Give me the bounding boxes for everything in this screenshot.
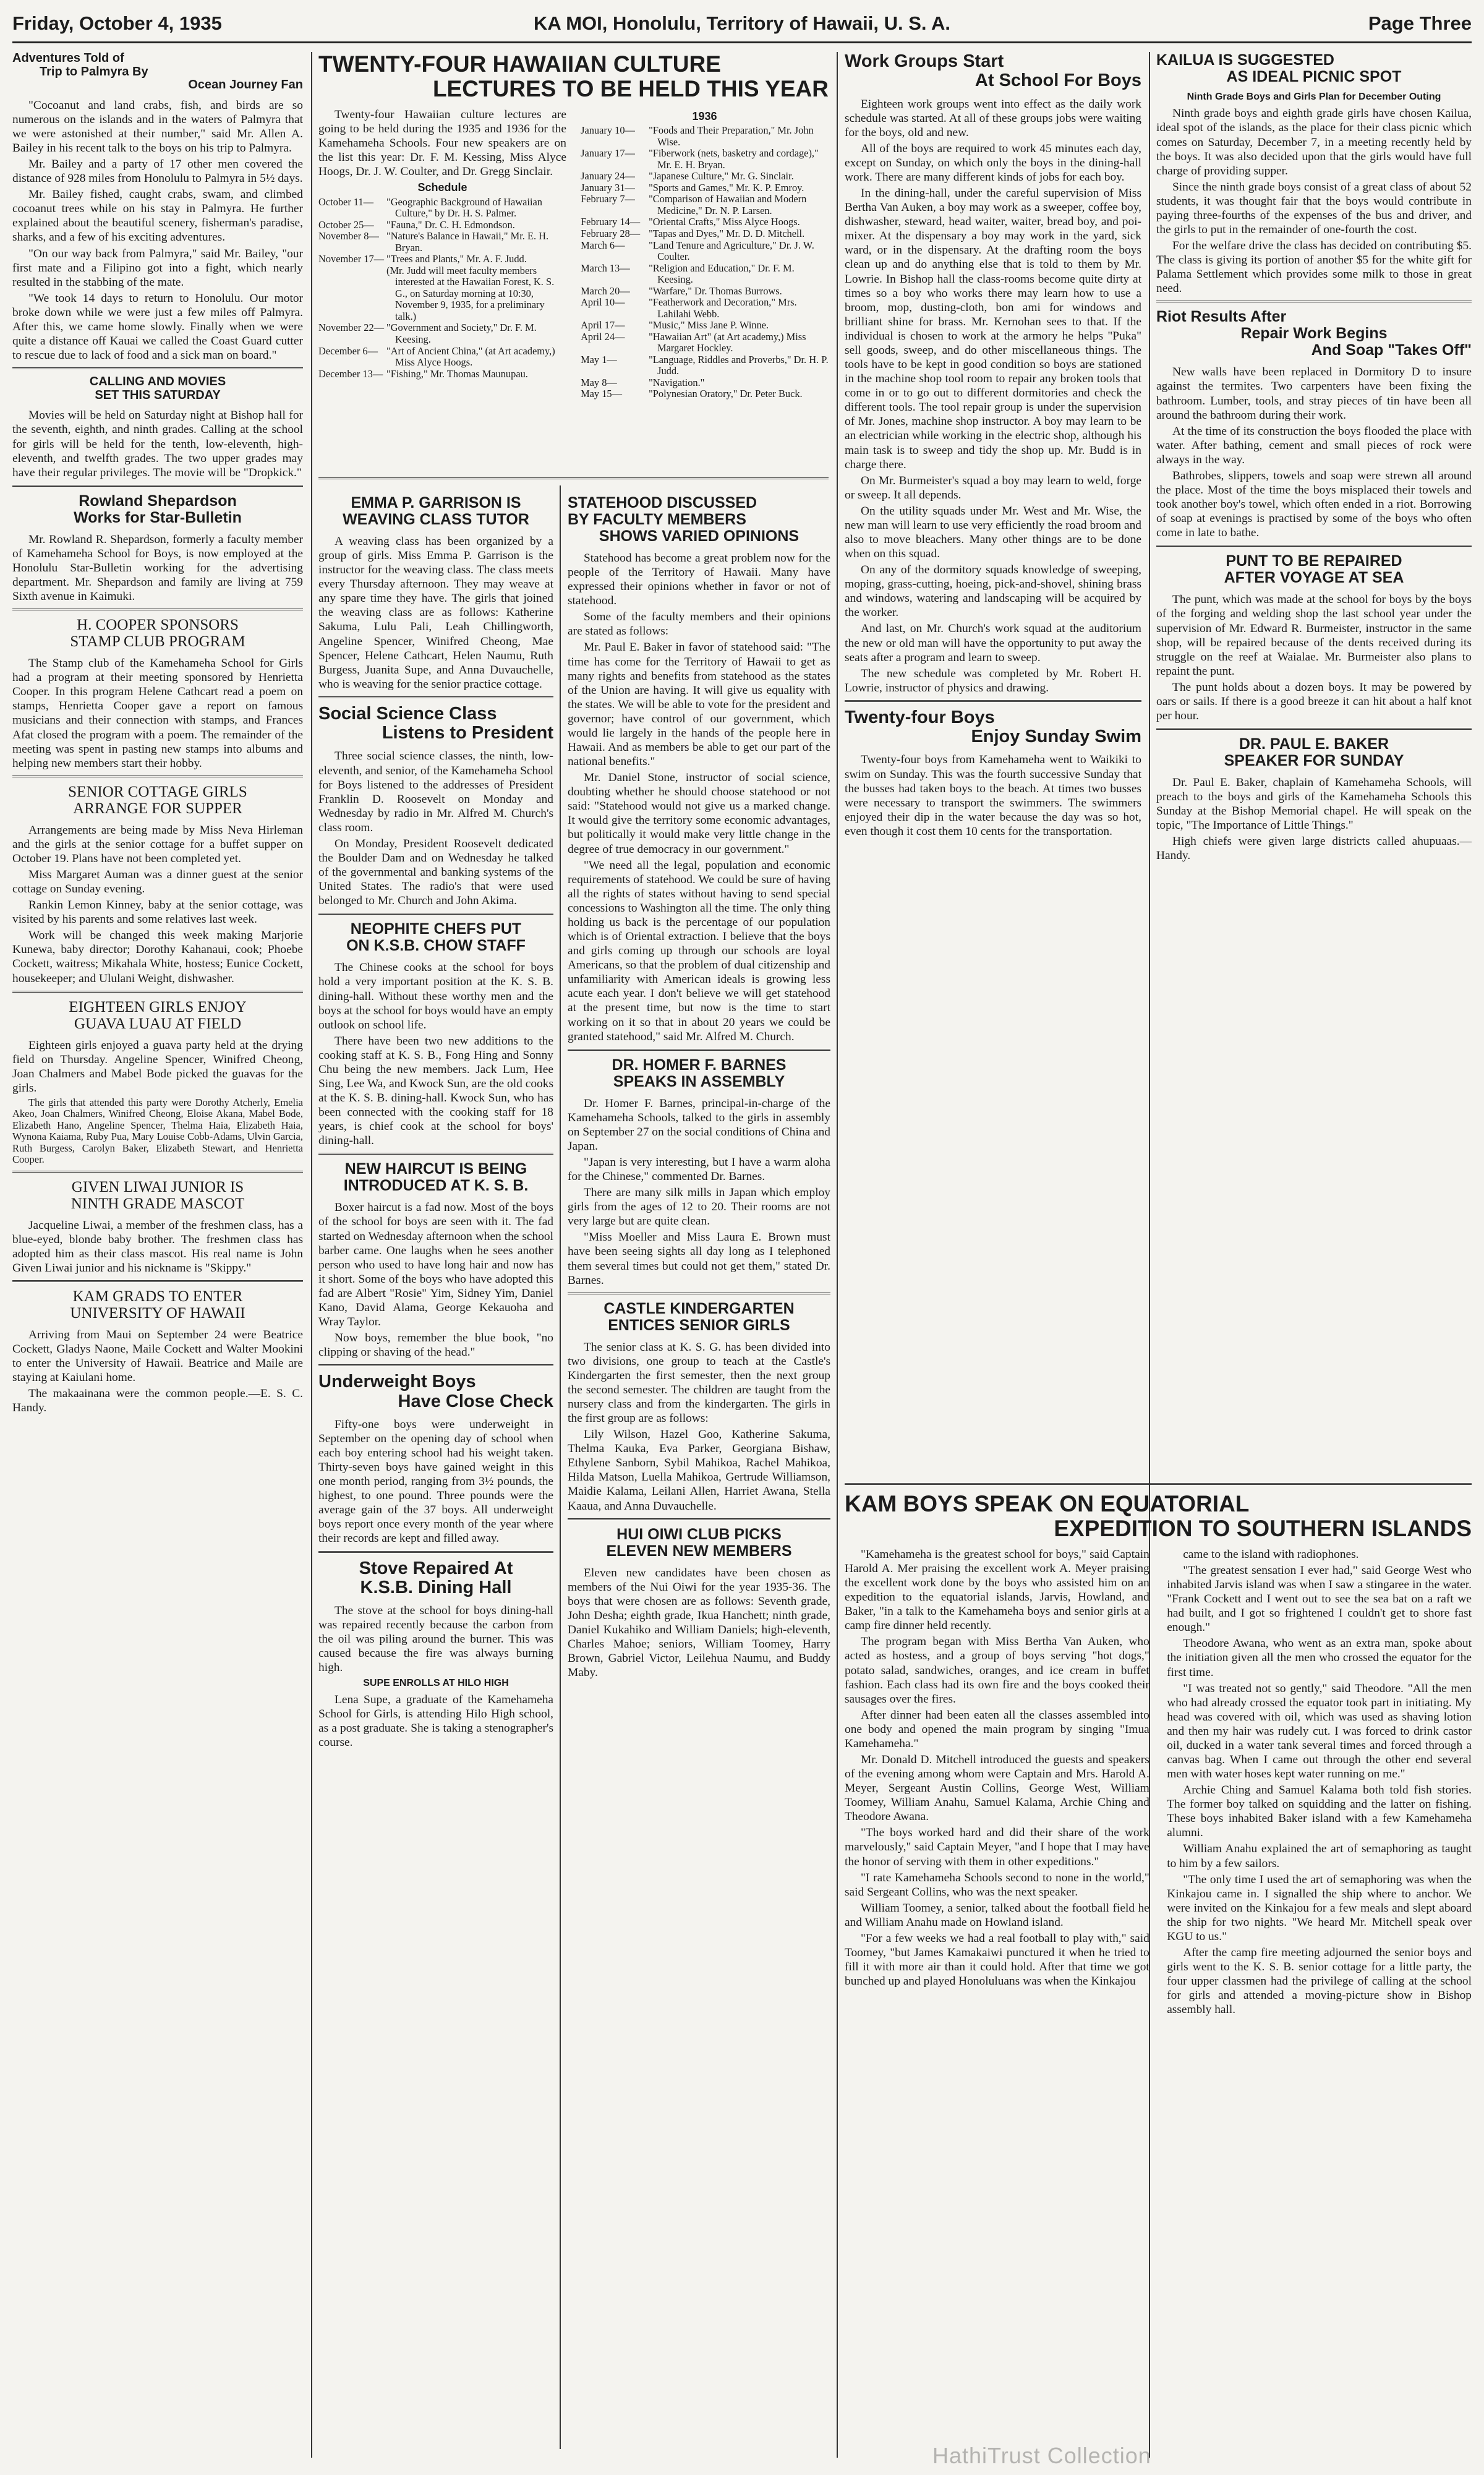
schedule-topic: "Geographic Background of Hawaiian Culture," by Dr. H. S. Palmer.	[386, 195, 543, 220]
headline: Underweight Boys Have Close Check	[318, 1372, 553, 1411]
paragraph: Mr. Paul E. Baker in favor of statehood said: "The time has come for the Territory of Hawaii to get as many rights and benefits from statehood as the states of the Union are having. It will give us equality with the states. We will be able to vote for the president and governor; have control of our government, which would lie largely in the hands of the people here in Hawaii. And as members be able to get our part of the national benefits."	[568, 641, 830, 769]
schedule-topic: "Land Tenure and Agriculture," Dr. J. W. Coulter.	[649, 239, 814, 263]
schedule-topic: "Oriental Crafts," Miss Alyce Hoogs.	[649, 216, 800, 228]
schedule-topic: "Foods and Their Preparation," Mr. John Wise.	[649, 124, 814, 148]
paragraph: "The boys worked hard and did their share of the work marvelously," said Captain Meyer, "and I hope that I may have the honor of serving with them in other expeditions."	[845, 1826, 1149, 1868]
paragraph: Arriving from Maui on September 24 were Beatrice Cockett, Gladys Naone, Maile Cockett and Walter Mookini to enter the University of Hawaii. Beatrice and Maile are staying at Kaiulani home.	[12, 1328, 303, 1385]
paragraph: William Anahu explained the art of semaphoring as taught to him by a few sailors.	[1167, 1842, 1472, 1870]
paragraph: A weaving class has been organized by a group of girls. Miss Emma P. Garrison is the instructor for the weaving class. The class meets every Thursday afternoon. They may weave at any spare time they have. The girls that joined the weaving class are as follows: Katherine Sakuma, Lulu Pali, Leah Chillingworth, Angeline Spencer, Winifred Cheong, Mae Spencer, Helene Cathcart, Helen Naumu, Ruth Burgess, Juanita Supe, and Anna Duvauchelle, who is weaving for the senior practice cottage.	[318, 535, 553, 691]
paragraph: The punt holds about a dozen boys. It may be powered by oars or sails. If there is a good breeze it can hit about a half knot per hour.	[1156, 680, 1472, 722]
paragraph: Lena Supe, a graduate of the Kamehameha School for Girls, is attending Hilo High school, as a post graduate. She is taking a stenographer's course.	[318, 1693, 553, 1750]
paragraph: "Cocoanut and land crabs, fish, and birds are so numerous on the islands and in the waters of Palmyra that we were astonished at their number," said Mr. Allen A. Bailey in his recent talk to the boys on his trip to Palmyra.	[12, 98, 303, 155]
article-kam-grads	[12, 1288, 303, 1415]
headline: SENIOR COTTAGE GIRLS ARRANGE FOR SUPPER	[68, 783, 247, 817]
paragraph: For the welfare drive the class has decided on contributing $5. The class is giving its portion of another $5 for the white gift for Palama Settlement which provides some milk to those in great need.	[1156, 239, 1472, 296]
article-mascot	[12, 1179, 303, 1275]
paragraph: Mr. Rowland R. Shepardson, formerly a faculty member of Kamehameha School for Boys, is now employed at the Honolulu Star-Bulletin working for the advertising department. Mr. Shepardson and family are living at 759 Sixth avenue in Kaimuki.	[12, 532, 303, 604]
paragraph: Since the ninth grade boys consist of a great class of about 52 students, it was thought fair that the boys would contribute in paying three-fourths of the expenses of the bus and driver, and the girls to put in the remainder of one-fourth the cost.	[1156, 180, 1472, 237]
paragraph: Some of the faculty members and their opinions are stated as follows:	[568, 610, 830, 638]
paragraph: "Kamehameha is the greatest school for boys," said Captain Harold A. Mer praising the excellent work A. Meyer praising the excellent work done by the boys who assisted him on an expedition to the equatorial islands, Jarvis, Howland, and Baker, "in a talk to the Kamehameha boys and senior girls at a camp fire dinner held recently.	[845, 1547, 1149, 1633]
divider	[12, 367, 303, 369]
paragraph: Dr. Paul E. Baker, chaplain of Kamehameha Schools, will preach to the boys and girls of the Kamehameha Schools this Sunday at the Bishop Memorial chapel. He will speak on the topic, "The Importance of Little Things."	[1156, 776, 1472, 832]
schedule-row	[581, 286, 829, 297]
paragraph: Three social science classes, the ninth, low-eleventh, and senior, of the Kamehameha School for Boys listened to the addresses of President Franklin D. Roosevelt on Monday and Wednesday by radio in Mr. Alfred M. Church's class room.	[318, 750, 553, 834]
column-4	[845, 52, 1141, 1474]
paragraph: The senior class at K. S. G. has been divided into two divisions, one group to teach at the Castle's Kindergarten the first semester, then the next group the second semester. The children are taught from the nursery class and from the kindergarten. The girls in the first group are as follows:	[568, 1340, 830, 1426]
article-body	[12, 98, 303, 362]
paragraph: Statehood has become a great problem now for the people of the Territory of Hawaii. Many have expressed their opinions whether in favor or not of statehood.	[568, 552, 830, 608]
schedule-row	[581, 182, 829, 194]
schedule-date: November 22—	[318, 322, 385, 334]
schedule-row	[581, 320, 829, 331]
schedule-date: February 14—	[581, 216, 641, 228]
column-3	[568, 495, 830, 2461]
schedule-row	[581, 216, 829, 228]
divider	[12, 485, 303, 487]
article-underweight	[318, 1372, 553, 1545]
article-chefs	[318, 921, 553, 1148]
divider	[12, 1171, 303, 1173]
schedule-row	[581, 331, 829, 354]
schedule-row	[318, 369, 566, 380]
column-rule	[560, 485, 561, 2449]
headline: EIGHTEEN GIRLS ENJOY GUAVA LUAU AT FIELD	[69, 998, 247, 1032]
divider	[845, 1483, 1472, 1485]
article-riot	[1156, 309, 1472, 540]
schedule-row	[581, 194, 829, 216]
headline: TWENTY-FOUR HAWAIIAN CULTURE LECTURES TO BE HELD THIS YEAR	[318, 52, 829, 101]
paragraph: On the utility squads under Mr. West and Mr. Wise, the new man will learn to use very efficiently the road broom and also to move bleachers. Many other things are to be done when on this squad.	[845, 504, 1141, 561]
paragraph: came to the island with radiophones.	[1183, 1547, 1359, 1561]
paragraph: Now boys, remember the blue book, "no clipping or shaving of the head."	[318, 1332, 553, 1359]
schedule-row	[581, 263, 829, 286]
schedule-date: January 31—	[581, 181, 635, 194]
article-statehood	[568, 495, 830, 1044]
headline: KAILUA IS SUGGESTED AS IDEAL PICNIC SPOT	[1156, 52, 1402, 85]
schedule-topic: "Religion and Education," Dr. F. M. Keesing.	[649, 262, 795, 286]
article-movies	[12, 375, 303, 480]
headline: NEOPHITE CHEFS PUT ON K.S.B. CHOW STAFF	[346, 920, 526, 955]
paragraph: Bathrobes, slippers, towels and soap were strewn all around the place. Most of the time the boys misplaced their towels and took another boy's towel, which often ended in a riot. Borrowing of soap at evenings is practised by some of the boys who often come in late to bathe.	[1156, 469, 1472, 540]
paragraph: Lily Wilson, Hazel Goo, Katherine Sakuma, Thelma Kauka, Eva Parker, Georgiana Bishaw, Ethylene Sanborn, Sybil Mahikoa, Rachel Mahikoa, Hilda Matson, Luella Mahikoa, Gertrude Williamson, Maidie Kalama, Leilani Allen, Harriet Awana, Stella Kaaua, and Anna Duvauchelle.	[568, 1428, 830, 1513]
headline: DR. PAUL E. BAKER SPEAKER FOR SUNDAY	[1224, 735, 1404, 770]
paragraph: "Miss Moeller and Miss Laura E. Brown must have been seeing sights all day long as I telephoned them several times but could not get them," stated Dr. Barnes.	[568, 1231, 830, 1287]
column-5	[1156, 52, 1472, 1474]
paragraph: Jacqueline Liwai, a member of the freshmen class, has a blue-eyed, blonde baby brother. The freshmen class has adopted him as their class mascot. His real name is John Given Liwai junior and his nickname is "Skippy."	[12, 1218, 303, 1275]
paragraph: The punt, which was made at the school for boys by the boys of the forging and welding shop the last school year under the supervision of Mr. Edward R. Burmeister, instructor in the same shop, will be repaired because of the dents received during its struggle on the reef at Waialae. Mr. Burmeister also plans to repaint the punt.	[1156, 593, 1472, 678]
column-1	[12, 52, 303, 2464]
article-stamp-club	[12, 617, 303, 771]
paragraph: High chiefs were given large districts called ahupuaas.—Handy.	[1156, 835, 1472, 863]
schedule-topic: "Art of Ancient China," (at Art academy,) Miss Alyce Hoogs.	[386, 344, 555, 369]
paragraph: The Chinese cooks at the school for boys hold a very important position at the K. S. B. dining-hall. Without these worthy men and the boys at the school for boys would have an empty outlook on school life.	[318, 961, 553, 1032]
schedule-date: March 20—	[581, 284, 630, 297]
lecture-schedule-1936: 1936 January 10— "Foods and Their Preparation," Mr. John Wise. January 17— "Fiberwork (nets, basketry and cordage)," Mr. E. H. Bryan. January 24— "Japanese Culture," Mr. G. Sinclair. January 31— "Sports and Games," Mr. K. P. Emroy. February 7— "Comparison of Hawaiian and Modern Medicine," Dr. N. P. Larsen. February 14— "Oriental Crafts," Miss Alyce Hoogs. February 28— "Tapas and Dyes," Mr. D. D. Mitchell. March 6— "Land Tenure and Agriculture," Dr. J. W. Coulter. March 13— "Religion and Education," Dr. F. M. Keesing. March 20— "Warfare," Dr. Thomas Burrows. April 10— "Featherwork and Decoration," Mrs. Lahilahi Webb. April 17— "Music," Miss Jane P. Winne. April 24— "Hawaiian Art" (at Art academy,) Miss Margaret Hockley. May 1— "Language, Riddles and Proverbs," Dr. H. P. Judd. May 8— "Navigation." May 15— "Polynesian Oratory," Dr. Peter Buck.	[581, 109, 829, 400]
schedule-topic: "Trees and Plants," Mr. A. F. Judd.	[386, 253, 527, 265]
paragraph: Eleven new candidates have been chosen as members of the Nui Oiwi for the year 1935-36. The boys that were chosen are as follows: Seventh grade, John Desha; eighth grade, Ikua Hanchett; ninth grade, Daniel Kukahiko and William Daniels; high-eleventh, Charles Mahoe; seniors, William Toomey, Harry Brown, Gabriel Victor, Leilehua Naumu, and Buddy Maby.	[568, 1566, 830, 1680]
schedule-topic: "Tapas and Dyes," Mr. D. D. Mitchell.	[649, 228, 805, 240]
schedule-topic: "Language, Riddles and Proverbs," Dr. H. P. Judd.	[649, 353, 829, 377]
masthead	[12, 9, 1472, 43]
schedule-date: October 25—	[318, 218, 374, 231]
divider	[12, 1280, 303, 1282]
paragraph: "We took 14 days to return to Honolulu. Our motor broke down while we were just a few miles off Palmyra. After this, we came home slowly. Finally when we were quite a distance off Kauai we called the Coast Guard cutter to rescue due to lack of food and a sick man on board."	[12, 291, 303, 362]
headline: H. COOPER SPONSORS STAMP CLUB PROGRAM	[70, 617, 245, 651]
paragraph: Mr. Bailey fished, caught crabs, swam, and climbed cocoanut trees while on his stay in Palmyra. He further explained about the beautiful scenery, fisherman's paradise, sharks, and a few of his exciting adventures.	[12, 188, 303, 244]
schedule-date: December 6—	[318, 344, 378, 357]
paragraph: Boxer haircut is a fad now. Most of the boys of the school for boys are seen with it. The fad started on Wednesday afternoon when the school barber came. One laughs when he sees another person who used to have long hair and now has it short. Some of the boys who have adopted this fad are Albert "Rosie" Yim, Sidney Yim, Daniel Kano, David Alama, George Kekauoha and Wray Taylor.	[318, 1201, 553, 1328]
divider	[12, 991, 303, 993]
schedule-date: February 28—	[581, 228, 641, 240]
paragraph: "Japan is very interesting, but I have a warm aloha for the Chinese," commented Dr. Barnes.	[568, 1155, 830, 1184]
schedule-date: December 13—	[318, 367, 383, 380]
paragraph: Eighteen girls enjoyed a guava party held at the drying field on Thursday. Angeline Spencer, Winifred Cheong, Joan Chalmers and Mabel Bode picked the guavas for the girls.	[12, 1038, 303, 1095]
paragraph: Twenty-four Hawaiian culture lectures are going to be held during the 1935 and 1936 for the Kamehameha Schools. Four new speakers are on the list this year: Dr. F. M. Kessing, Miss Alyce Hoogs, Dr. J. W. Coulter, and Dr. Gregg Sinclair.	[318, 108, 566, 179]
paragraph: And last, on Mr. Church's work squad at the auditorium the new or old man will have the opportunity to put away the seats after a program and learn to sweep.	[845, 622, 1141, 664]
paragraph: "I rate Kamehameha Schools second to none in the world," said Sergeant Collins, who was the next speaker.	[845, 1871, 1149, 1899]
paragraph: Mr. Daniel Stone, instructor of social science, doubting whether he should choose statehood or not said: "Statehood would not give us a marked change. It would give the territory some economic advantages, but politically it would make very little change in the degree of true democracy in our government."	[568, 771, 830, 856]
paragraph: The Stamp club of the Kamehameha School for Girls had a program at their meeting sponsored by Henrietta Cooper. In this program Helene Cathcart read a poem on stamps, Henrietta Cooper gave a report on famous musicians and their connection with stamps, and Frances Afat closed the program with a poem. The remainder of the meeting was spent in pasting new stamps into albums and helping new members start their hobby.	[12, 657, 303, 770]
paragraph: Archie Ching and Samuel Kalama both told fish stories. The former boy talked on squidding and the latter on fishing. These boys inhabited Baker island with a few Kamehameha alumni.	[1167, 1784, 1472, 1840]
paragraph: After the camp fire meeting adjourned the senior boys and girls went to the K. S. B. senior cottage for a little party, the four upper classmen had the privilege of calling at the school for girls and attended a moving-picture show in Bishop assembly hall.	[1167, 1946, 1472, 2017]
article-social-science	[318, 704, 553, 908]
schedule-date: March 13—	[581, 262, 630, 274]
article-culture-lectures	[318, 52, 829, 485]
schedule-date: May 1—	[581, 353, 617, 365]
article-equatorial	[845, 1492, 1472, 2444]
article-guava-luau	[12, 999, 303, 1166]
paragraph: "The greatest sensation I ever had," said George West who inhabited Jarvis island was when I saw a stingaree in the water. "Frank Cockett and I went out to see the sea bat on a raft we had built, and I got so frightened I couldn't get to shore fast enough."	[1167, 1563, 1472, 1635]
schedule-topic: "Warfare," Dr. Thomas Burrows.	[649, 284, 782, 297]
column-rule	[311, 52, 312, 2458]
schedule-date: February 7—	[581, 193, 635, 205]
article-shepardson	[12, 493, 303, 604]
article-stove	[318, 1559, 553, 1750]
schedule-row	[581, 148, 829, 171]
paragraph: "On our way back from Palmyra," said Mr. Bailey, "our first mate and a Filipino got into a fight, which nearly resulted in the stabbing of the mate.	[12, 247, 303, 289]
schedule-topic: "Hawaiian Art" (at Art academy,) Miss Margaret Hockley.	[649, 330, 806, 354]
paragraph: "The only time I used the art of semaphoring was when the Kinkajou came in. I signalled the ship where to anchor. We were invited on the Kinkajou for a few meals and slept aboard the ship for two nights. "We heard Mr. Mitchell speak over KGU to us."	[1167, 1873, 1472, 1943]
equatorial-right	[1167, 1547, 1472, 2019]
schedule-date: January 24—	[581, 170, 635, 182]
headline: STATEHOOD DISCUSSED BY FACULTY MEMBERS SHOWS VARIED OPINIONS	[568, 495, 800, 545]
schedule-row	[581, 354, 829, 377]
paper-title: KA MOI, Honolulu, Territory of Hawaii, U. S. A.	[534, 12, 950, 34]
schedule-topic: "Nature's Balance in Hawaii," Mr. E. H. Bryan.	[386, 230, 549, 254]
schedule-date: November 17—	[318, 253, 385, 265]
column-rule	[837, 52, 838, 2458]
paragraph: Work will be changed this week making Marjorie Kunewa, baby director; Dorothy Kahanaui, cook; Phoebe Cockett, waitress; Mikahala White, hostess; Eunice Cockett, housekeeper; and Ululani Weight, dishwasher.	[12, 929, 303, 985]
headline: Riot Results After Repair Work Begins And Soap "Takes Off"	[1156, 308, 1472, 359]
schedule-row	[581, 297, 829, 320]
article-cottage	[12, 784, 303, 986]
headline: Twenty-four Boys Enjoy Sunday Swim	[845, 707, 1141, 747]
divider	[12, 776, 303, 777]
paragraph: "For a few weeks we had a real football to play with," said Toomey, "but James Kamakaiwi punctured it when he tried to fill it with more air than it could hold. After that time we got bunched up and played Honoluluans was when the Kinkajou	[845, 1931, 1149, 1988]
schedule-date: October 11—	[318, 195, 374, 208]
divider	[12, 609, 303, 610]
paragraph: Mr. Donald D. Mitchell introduced the guests and speakers of the evening among whom were Captain and Mrs. Harold A. Meyer, Sergeant Austin Collins, George West, William Toomey, William Anahu, Samuel Kalama, Archie Ching and Theodore Awana.	[845, 1753, 1149, 1824]
article-hui-oiwi	[568, 1526, 830, 1680]
paragraph: The makaainana were the common people.—E. S. C. Handy.	[12, 1387, 303, 1415]
schedule-topic: "Fiberwork (nets, basketry and cordage)," Mr. E. H. Bryan.	[649, 147, 819, 171]
schedule-topic: "Government and Society," Dr. F. M. Keesing.	[386, 322, 537, 345]
headline: EMMA P. GARRISON IS WEAVING CLASS TUTOR	[343, 495, 529, 528]
column-2	[318, 495, 553, 2461]
schedule-date: April 17—	[581, 319, 625, 331]
schedule-topic: "Fauna," Dr. C. H. Edmondson.	[386, 218, 515, 231]
article-barnes	[568, 1057, 830, 1288]
paragraph: On Monday, President Roosevelt dedicated the Boulder Dam and on Wednesday he talked of the governmental and banking systems of the United States. The radio's that were used belonged to Mr. Church and John Akima.	[318, 837, 553, 908]
schedule-date: March 6—	[581, 239, 625, 251]
paragraph: "I was treated not so gently," said Theodore. "All the men who had already crossed the equator took part in initiating. My head was covered with oil, which was used as shaving lotion and then my hair was rudely cut. I was forced to drink castor oil, ducked in a water tank several times and forced through a canvas bag. When I came out through the other end several men with water hoses kept water running on me."	[1167, 1682, 1472, 1781]
schedule-row	[581, 125, 829, 148]
schedule-date: April 10—	[581, 296, 625, 309]
paragraph: Eighteen work groups went into effect as the daily work schedule was started. At all of these groups jobs were waiting for the boys, old and new.	[845, 97, 1141, 139]
paragraph: Theodore Awana, who went as an extra man, spoke about the initiation given all the men who crossed the equator for the first time.	[1167, 1637, 1472, 1679]
paragraph: Movies will be held on Saturday night at Bishop hall for the seventh, eighth, and ninth grades. Calling at the school for girls will be held for the tenth, low-eleventh, high- eleventh, and twelfth grades. The two upper grades may have their regular privileges. The movie will be "Dropkick."	[12, 409, 303, 479]
article-sunday-swim	[845, 708, 1141, 839]
schedule-row	[318, 231, 566, 254]
headline: CASTLE KINDERGARTEN ENTICES SENIOR GIRLS	[603, 1299, 795, 1334]
page-number: Page Three	[1368, 12, 1472, 34]
paragraph: Twenty-four boys from Kamehameha went to Waikiki to swim on Sunday. This was the fourth successive Sunday that the busses had taken boys to the beach. At times two busses were necessary to transport the swimmers. The swimmers enjoyed their dip in the water because the day was so hot, even though it cost them 10 cents for the transportation.	[845, 753, 1141, 838]
paragraph: Dr. Homer F. Barnes, principal-in-charge of the Kamehameha Schools, talked to the girls in assembly on September 27 on the social conditions of China and Japan.	[568, 1096, 830, 1153]
paragraph: New walls have been replaced in Dormitory D to insure against the termites. Two carpenters have been fixing the bathroom. Lumber, tools, and stray pieces of tin have been all around the bathroom during their work.	[1156, 365, 1472, 422]
article-work-groups	[845, 52, 1141, 695]
schedule-date: January 17—	[581, 147, 635, 160]
paragraph: The program began with Miss Bertha Van Auken, who acted as hostess, and a group of boys serving "hot dogs," potato salad, sandwiches, oranges, and ice cream in buffet fashion. Each class had its own fire and the boys cooked their sausages over the fires.	[845, 1635, 1149, 1706]
schedule-row	[318, 346, 566, 369]
schedule-topic: "Japanese Culture," Mr. G. Sinclair.	[649, 170, 794, 182]
paragraph: At the time of its construction the boys flooded the place with water. After bathing, cement and small pieces of rock were always in the way.	[1156, 424, 1472, 466]
schedule-date: May 15—	[581, 388, 622, 400]
headline: Rowland Shepardson Works for Star-Bulletin	[74, 492, 242, 526]
headline: Work Groups Start At School For Boys	[845, 52, 1141, 91]
schedule-row	[318, 220, 566, 231]
paragraph: The new schedule was completed by Mr. Robert H. Lowrie, instructor of physics and drawing.	[845, 667, 1141, 695]
headline: HUI OIWI CLUB PICKS ELEVEN NEW MEMBERS	[606, 1525, 792, 1560]
article-palmyra	[12, 52, 303, 362]
schedule-row	[581, 171, 829, 182]
headline: NEW HAIRCUT IS BEING INTRODUCED AT K. S. B.	[343, 1160, 529, 1195]
paragraph: After dinner had been eaten all the classes assembled into one body and opened the main program by singing "Imua Kamehameha."	[845, 1708, 1149, 1750]
schedule-row	[318, 265, 566, 323]
schedule-topic: "Fishing," Mr. Thomas Maunupau.	[386, 367, 528, 380]
article-punt	[1156, 553, 1472, 723]
paragraph: "We need all the legal, population and economic requirements of statehood. We could be sure of having all the rights of states without having to send special concessions to Washington all the time. The only thing holding us back is the percentage of our population which is of Oriental extraction. I believe that the boys and girls coming up through our schools are loyal Americans, so that the problem of dual citizenship and unfamiliarity with American ideals is growing less acute each year. I don't believe we will get statehood at the present time, but now is the time to start working on it so that in about 20 years we could be granted statehood," said Mr. Alfred M. Church.	[568, 858, 830, 1043]
headline: CALLING AND MOVIES SET THIS SATURDAY	[89, 375, 226, 402]
headline: Stove Repaired At K.S.B. Dining Hall	[359, 1558, 513, 1597]
headline: PUNT TO BE REPAIRED AFTER VOYAGE AT SEA	[1224, 552, 1404, 587]
schedule-topic: "Comparison of Hawaiian and Modern Medicine," Dr. N. P. Larsen.	[649, 193, 807, 216]
schedule-row	[318, 197, 566, 220]
schedule-row	[581, 240, 829, 263]
headline: KAM BOYS SPEAK ON EQUATORIAL EXPEDITION TO SOUTHERN ISLANDS	[845, 1492, 1472, 1541]
paragraph: On Mr. Burmeister's squad a boy may learn to weld, forge or sweep. It all depends.	[845, 474, 1141, 502]
schedule-date: January 10—	[581, 124, 635, 137]
schedule-topic: "Navigation."	[649, 376, 705, 388]
schedule-date: November 8—	[318, 230, 379, 242]
paragraph: There have been two new additions to the cooking staff at K. S. B., Fong Hing and Sonny Chu being the new members. Jack Lum, Hee Sing, Lee Wa, and Kwock Sun, are the old cooks at the K. S. B. dining-hall. Kwock Sun, who has been connected with the cooking staff for 18 years, is chief cook at the school for boys' dining-hall.	[318, 1034, 553, 1148]
headline: GIVEN LIWAI JUNIOR IS NINTH GRADE MASCOT	[70, 1178, 245, 1212]
schedule-topic: "Music," Miss Jane P. Winne.	[649, 319, 769, 331]
headline: Adventures Told of Trip to Palmyra By Ocean Journey Fan	[12, 52, 303, 92]
paragraph: On any of the dormitory squads knowledge of sweeping, moping, grass-cutting, hoeing, pick-and-shovel, shining brass and windows, watering and landscaping will be acquired by the worker.	[845, 563, 1141, 620]
article-weaving	[318, 495, 553, 691]
schedule-date	[318, 265, 386, 323]
paragraph: Arrangements are being made by Miss Neva Hirleman and the girls at the senior cottage for a buffet supper on October 19. Plans have not been completed yet.	[12, 823, 303, 865]
schedule-topic: (Mr. Judd will meet faculty members interested at the Hawaiian Forest, K. S. G., on Saturday morning at 10:30, November 9, 1935, for a preliminary talk.)	[386, 264, 555, 322]
paragraph: All of the boys are required to work 45 minutes each day, except on Sunday, on which only the boys in the dining-hall work. There are many different kinds of jobs for each boy.	[845, 142, 1141, 184]
schedule-date: May 8—	[581, 376, 617, 388]
paragraph: The stove at the school for boys dining-hall was repaired recently because the carbon from the oil was piling around the burner. This was caused because the fire was always burning high.	[318, 1604, 553, 1675]
watermark: HathiTrust Collection	[932, 2443, 1151, 2468]
schedule-topic: "Featherwork and Decoration," Mrs. Lahilahi Webb.	[649, 296, 797, 320]
paragraph: Rankin Lemon Kinney, baby at the senior cottage, was visited by his parents and some relatives last week.	[12, 899, 303, 926]
schedule-date: April 24—	[581, 330, 625, 343]
sub-headline: SUPE ENROLLS AT HILO HIGH	[363, 1677, 509, 1688]
sub-headline: Ninth Grade Boys and Girls Plan for December Outing	[1187, 92, 1441, 102]
paragraph: Mr. Bailey and a party of 17 other men covered the distance of 928 miles from Honolulu to Palmyra in 5½ days.	[12, 158, 303, 186]
paragraph: Fifty-one boys were underweight in September on the opening day of school when each boy entering school had his weight taken. Thirty-seven boys have gained weight in this one month period, ranging from 3½ pounds, the highest, to one pound. Three pounds were the average gain of the 37 boys. All underweight boys report once every month of the year where their records are kept and filled away.	[318, 1417, 553, 1545]
article-baker	[1156, 736, 1472, 863]
headline: Social Science Class Listens to President	[318, 703, 553, 743]
schedule-row	[318, 254, 566, 265]
paragraph: William Toomey, a senior, talked about the football field he and William Anahu made on Howland island.	[845, 1901, 1149, 1929]
lecture-schedule-1935: Schedule October 11— "Geographic Background of Hawaiian Culture," by Dr. H. S. Palmer. October 25— "Fauna," Dr. C. H. Edmondson. November 8— "Nature's Balance in Hawaii," Mr. E. H. Bryan. November 17— "Trees and Plants," Mr. A. F. Judd. (Mr. Judd will meet faculty members interested at the Hawaiian Forest, K. S. G., on Saturday morning at 10:30, November 9, 1935, for a preliminary talk.) November 22— "Government and Society," Dr. F. M. Keesing. December 6— "Art of Ancient China," (at Art academy,) Miss Alyce Hoogs. December 13— "Fishing," Mr. Thomas Maunupau.	[318, 181, 566, 380]
headline: KAM GRADS TO ENTER UNIVERSITY OF HAWAII	[70, 1288, 245, 1322]
paragraph: There are many silk mills in Japan which employ girls from the ages of 12 to 20. Their rooms are not very large but are quite clean.	[568, 1186, 830, 1228]
article-kailua	[1156, 52, 1472, 296]
headline: DR. HOMER F. BARNES SPEAKS IN ASSEMBLY	[612, 1056, 787, 1090]
article-kindergarten	[568, 1301, 830, 1513]
schedule-row	[581, 377, 829, 389]
paragraph: Ninth grade boys and eighth grade girls have chosen Kailua, ideal spot of the islands, as the place for their class picnic which comes on Saturday, December 7, in a meeting recently held by the boys. It was also decided upon that the girls would have full charge of providing supper.	[1156, 107, 1472, 177]
schedule-topic: "Polynesian Oratory," Dr. Peter Buck.	[649, 388, 803, 400]
paragraph: Miss Margaret Auman was a dinner guest at the senior cottage on Sunday evening.	[12, 868, 303, 896]
article-haircut	[318, 1161, 553, 1359]
schedule-row	[318, 322, 566, 345]
equatorial-left	[845, 1547, 1149, 2019]
attendee-list: The girls that attended this party were Dorothy Atcherly, Emelia Akeo, Joan Chalmers, Winifred Cheong, Eloise Akana, Mabel Bode, Elizabeth Hano, Angeline Spencer, Thelma Haia, Elizabeth Haia, Wynona Kaiama, Ruby Pua, Mary Louise Cobb-Adams, Ulvin Garcia, Ruth Burgess, Carolyn Baker, Elizabeth Stewart, and Henrietta Cooper.	[12, 1096, 303, 1166]
divider	[318, 477, 829, 479]
schedule-topic: "Sports and Games," Mr. K. P. Emroy.	[649, 181, 804, 194]
schedule-row	[581, 228, 829, 240]
paragraph: In the dining-hall, under the careful supervision of Miss Bertha Van Auken, a boy may work as a sweeper, coffee boy, dishwasher, steward, head waiter, waiter, bread boy, and poi-mixer. At the dispensary a boy may work in the yard, sick ward, or in the dispensary. At the drafting room the boys clean up and do anything else that is told to them by Mr. Lowrie. In Bishop hall the class-rooms become quite dirty at times so a boy who works there may learn how to use a broom, mop, dusting-cloth, bon ami for windows and brilliant shine for brass. Mr. Kernohan sees to that. If the individual is chosen to work at the armory he helps "Puka" sell goods, sweep, and do other miscellaneous things. The tools have to be kept in good condition so boys are stationed in the machine shop tool room to repair any broken tools that come in or to go out to different dormitories and check the different tools. The tool repair group is under the supervision of Mr. Jones, machine shop instructor. A boy may learn to be an electrician while working in the electric shop, although his main task is to sweep and tidy the shop up. Mr. Budd is in charge there.	[845, 187, 1141, 471]
schedule-row	[581, 388, 829, 400]
issue-date: Friday, October 4, 1935	[12, 12, 222, 34]
